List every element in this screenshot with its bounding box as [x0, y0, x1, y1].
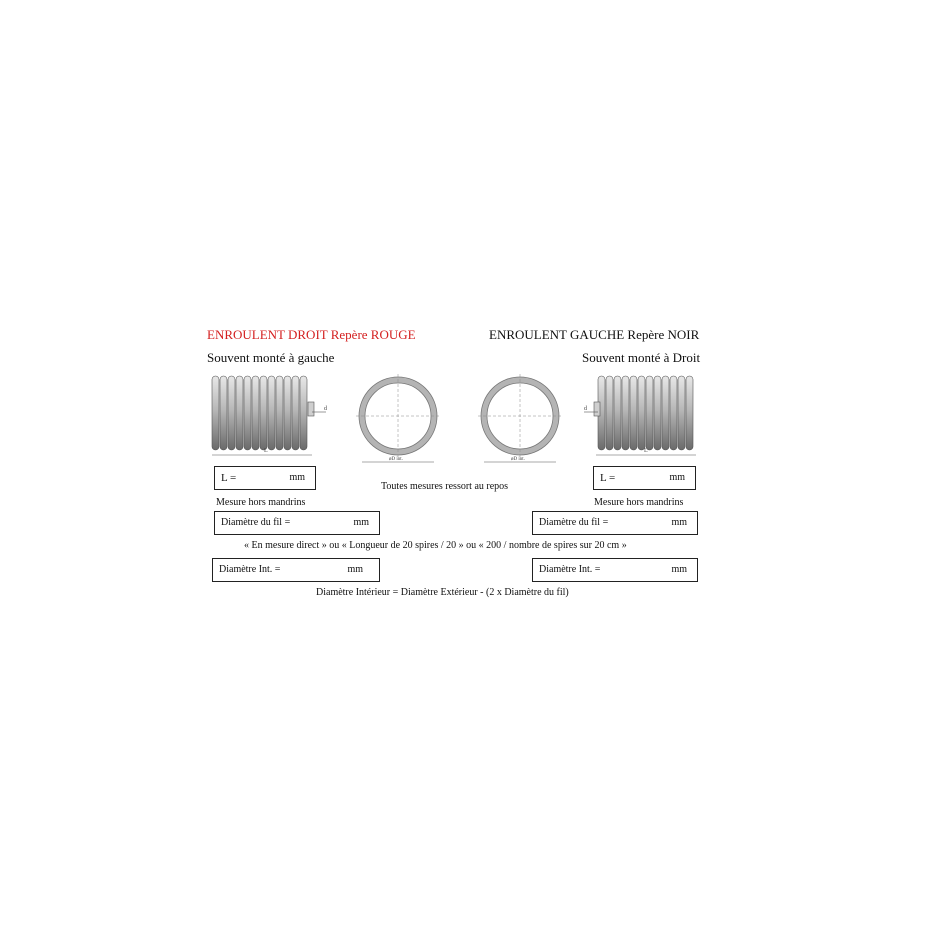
- right-length-label: L =: [600, 472, 616, 484]
- right-wire-diameter-field[interactable]: [532, 511, 698, 535]
- right-d-mark: d: [584, 406, 587, 412]
- spring-coil: [606, 376, 613, 450]
- left-wire-diameter-unit: mm: [353, 517, 369, 528]
- left-spring-drawing: [208, 372, 328, 462]
- spring-coil: [638, 376, 645, 450]
- right-length-field[interactable]: [593, 466, 696, 490]
- right-length-unit: mm: [669, 472, 685, 483]
- spring-coil: [252, 376, 259, 450]
- spring-coil: [212, 376, 219, 450]
- left-length-label: L =: [221, 472, 237, 484]
- spring-hook: [308, 402, 314, 416]
- left-l-mark: L: [264, 448, 268, 454]
- left-inner-diameter-unit: mm: [347, 564, 363, 575]
- right-ring-drawing: [475, 372, 565, 467]
- left-inner-diameter-field[interactable]: [212, 558, 380, 582]
- spring-coil: [228, 376, 235, 450]
- spring-coil: [622, 376, 629, 450]
- right-spring-drawing: [584, 372, 704, 462]
- spring-coil: [268, 376, 275, 450]
- left-subtitle: Souvent monté à gauche: [207, 350, 335, 365]
- left-length-unit: mm: [289, 472, 305, 483]
- right-l-mark: L: [644, 448, 648, 454]
- spring-coil: [236, 376, 243, 450]
- spring-coil: [260, 376, 267, 450]
- spring-hook: [594, 402, 600, 416]
- right-wire-diameter-unit: mm: [671, 517, 687, 528]
- spring-coil: [686, 376, 693, 450]
- left-wire-diameter-label: Diamètre du fil =: [221, 517, 291, 528]
- left-wire-diameter-field[interactable]: [214, 511, 380, 535]
- spring-coil: [654, 376, 661, 450]
- spring-coil: [670, 376, 677, 450]
- spring-coil: [662, 376, 669, 450]
- spring-coil: [244, 376, 251, 450]
- left-ring-dim: øD int.: [389, 457, 403, 462]
- left-length-field[interactable]: [214, 466, 316, 490]
- spring-coil: [292, 376, 299, 450]
- right-inner-diameter-field[interactable]: [532, 558, 698, 582]
- right-inner-diameter-label: Diamètre Int. =: [539, 564, 601, 575]
- left-inner-diameter-label: Diamètre Int. =: [219, 564, 281, 575]
- measure-note: « En mesure direct » ou « Longueur de 20 spires / 20 » ou « 200 / nombre de spires sur 20 cm »: [244, 540, 627, 551]
- left-mandrel-note: Mesure hors mandrins: [216, 497, 306, 508]
- left-ring-drawing: [353, 372, 443, 467]
- left-title: ENROULENT DROIT Repère ROUGE: [207, 327, 416, 342]
- spring-coil: [300, 376, 307, 450]
- right-subtitle: Souvent monté à Droit: [582, 350, 701, 365]
- right-ring-dim: øD int.: [511, 457, 525, 462]
- spring-coil: [646, 376, 653, 450]
- formula: Diamètre Intérieur = Diamètre Extérieur - (2 x Diamètre du fil): [316, 587, 569, 598]
- left-d-mark: d: [324, 406, 327, 412]
- right-title: ENROULENT GAUCHE Repère NOIR: [489, 327, 700, 342]
- spring-coil: [276, 376, 283, 450]
- spring-coil: [678, 376, 685, 450]
- spring-coil: [220, 376, 227, 450]
- spring-coil: [614, 376, 621, 450]
- spring-coil: [284, 376, 291, 450]
- center-note: Toutes mesures ressort au repos: [381, 481, 509, 492]
- right-mandrel-note: Mesure hors mandrins: [594, 497, 684, 508]
- right-inner-diameter-unit: mm: [671, 564, 687, 575]
- spring-coil: [630, 376, 637, 450]
- right-wire-diameter-label: Diamètre du fil =: [539, 517, 609, 528]
